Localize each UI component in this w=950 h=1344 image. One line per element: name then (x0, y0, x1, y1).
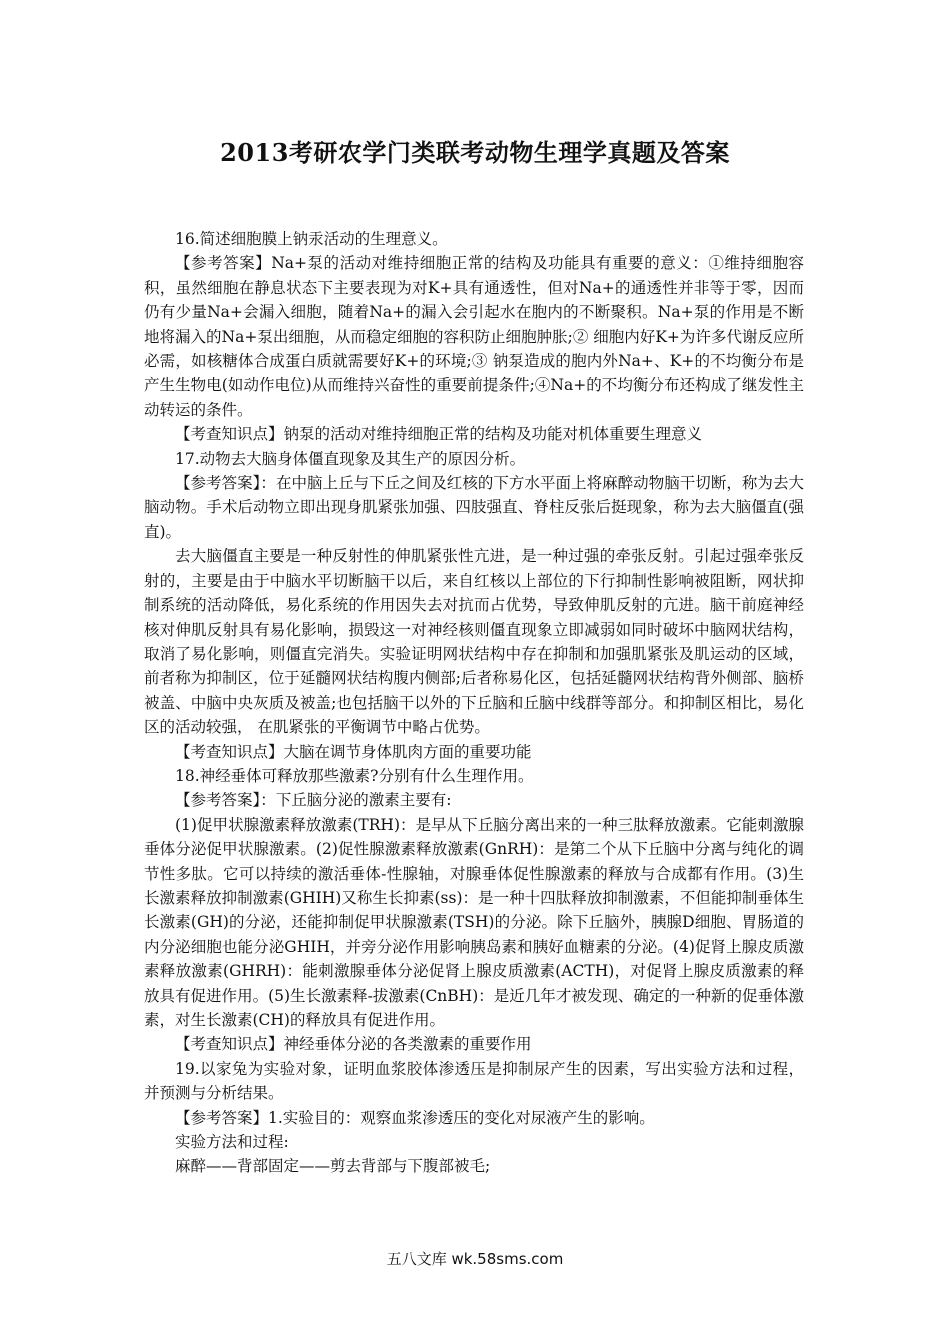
knowledge-point-17: 【考查知识点】大脑在调节身体肌肉方面的重要功能 (175, 742, 532, 761)
page-footer: 五八文库 wk.58sms.com (386, 1250, 564, 1268)
answer-16: 【参考答案】Na+泵的活动对维持细胞正常的结构及功能具有重要的意义：①维持细胞容积，虽然细胞在静息状态下主要表现为对K+具有通透性，但对Na+的通透性并非等于零，因而仍有少量Na+会漏入细胞，随着Na+的漏入会引起水在胞内的不断聚积。Na+泵的作用是不断地将漏入的Na+泵出细胞，从而稳定细胞的容积防止细胞肿胀;② 细胞内好K+为许多代谢反应所必需，如核糖体合成蛋白质就需要好K+的环境;③ 钠泵造成的胞内外Na+、K+的不均衡分布是产生生物电(如动作电位)从而维持兴奋性的重要前提条件;④Na+的不均衡分布还构成了继发性主动转运的条件。 (144, 254, 804, 419)
answer-17: 【参考答案】：在中脑上丘与下丘之间及红核的下方水平面上将麻醉动物脑干切断，称为去大脑动物。手术后动物立即出现身肌紧张加强、四肢强直、脊柱反张后挺现象，称为去大脑僵直(强直)。 (144, 474, 804, 541)
answer-18-continued: (1)促甲状腺激素释放激素(TRH)：是早从下丘脑分离出来的一种三肽释放激素。它能刺激腺垂体分泌促甲状腺激素。(2)促性腺激素释放激素(GnRH)：是第二个从下丘脑中分离与纯化的调节性多肽。它可以持续的激活垂体-性腺轴，对腺垂体促性腺激素的释放与合成都有作用。(3)生长激素释放抑制激素(GHIH)又称生长抑素(ss)：是一种十四肽释放抑制激素，不但能抑制垂体生长激素(GH)的分泌，还能抑制促甲状腺激素(TSH)的分泌。除下丘脑外，胰腺D细胞、胃肠道的内分泌细胞也能分泌GHIH，并旁分泌作用影响胰岛素和胰好血糖素的分泌。(4)促肾上腺皮质激素释放激素(GHRH)：能刺激腺垂体分泌促肾上腺皮质激素(ACTH)，对促肾上腺皮质激素的释放具有促进作用。(5)生长激素释-拔激素(CnBH)：是近几年才被发现、确定的一种新的促垂体激素，对生长激素(CH)的释放具有促进作用。 (144, 815, 804, 1029)
knowledge-point-18: 【考查知识点】神经垂体分泌的各类激素的重要作用 (175, 1035, 532, 1054)
answer-19-method-heading: 实验方法和过程: (175, 1133, 289, 1152)
question-17: 17.动物去大脑身体僵直现象及其生产的原因分析。 (175, 449, 526, 468)
question-16: 16.简述细胞膜上钠汞活动的生理意义。 (175, 230, 448, 248)
document-body (144, 227, 804, 1179)
answer-19: 【参考答案】1.实验目的：观察血浆渗透压的变化对尿液产生的影响。 (175, 1108, 655, 1127)
knowledge-point-16: 【考查知识点】钠泵的活动对维持细胞正常的结构及功能对机体重要生理意义 (175, 425, 703, 444)
answer-17-continued: 去大脑僵直主要是一种反射性的伸肌紧张性亢进，是一种过强的牵张反射。引起过强牵张反射的，主要是由于中脑水平切断脑干以后，来自红核以上部位的下行抑制性影响被阻断，网状抑制系统的活动降低，易化系统的作用因失去对抗而占优势，导致伸肌反射的亢进。脑干前庭神经核对伸肌反射具有易化影响，损毁这一对神经核则僵直现象立即减弱如同时破坏中脑网状结构，取消了易化影响，则僵直完消失。实验证明网状结构中存在抑制和加强肌紧张及肌运动的区域，前者称为抑制区，位于延髓网状结构腹内侧部;后者称易化区，包括延髓网状结构背外侧部、脑桥被盖、中脑中央灰质及被盖;也包括脑干以外的下丘脑和丘脑中线群等部分。和抑制区相比，易化区的活动较强， 在肌紧张的平衡调节中略占优势。 (144, 547, 804, 737)
answer-19-step: 麻醉——背部固定——剪去背部与下腹部被毛; (175, 1157, 491, 1176)
question-18: 18.神经垂体可释放那些激素?分别有什么生理作用。 (175, 766, 534, 785)
document-title: 2013考研农学门类联考动物生理学真题及答案 (220, 138, 730, 167)
answer-18: 【参考答案】：下丘脑分泌的激素主要有: (175, 791, 452, 810)
question-19: 19.以家兔为实验对象，证明血浆胶体渗透压是抑制尿产生的因素，写出实验方法和过程，并预测与分析结果。 (144, 1059, 804, 1103)
